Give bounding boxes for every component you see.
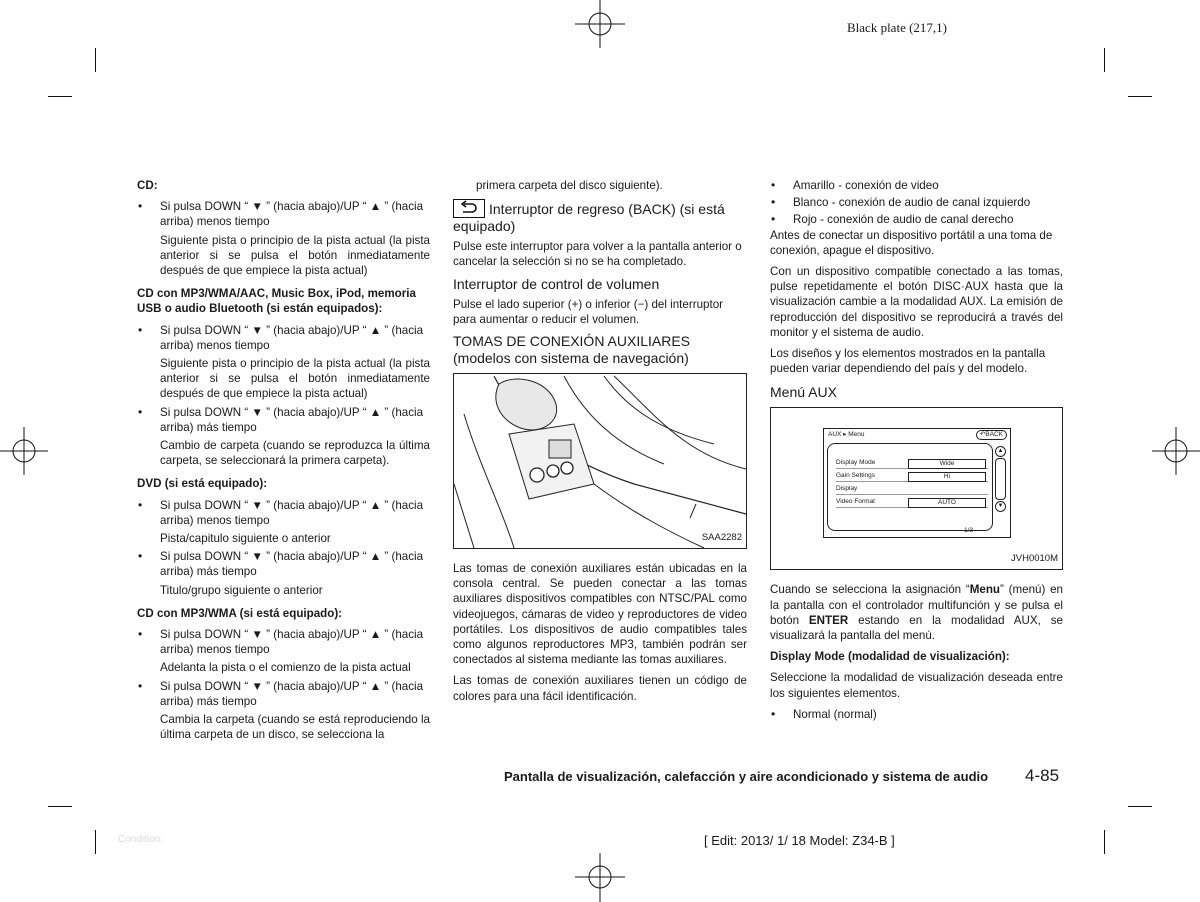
paragraph: Antes de conectar un dispositivo portátil a una toma de conexión, apague el dispositivo. [770, 228, 1053, 257]
menu-row[interactable]: Gain Settings Hi [836, 472, 988, 482]
scroll-up-icon[interactable]: ▲ [995, 446, 1006, 457]
aux-jacks-heading: TOMAS DE CONEXIÓN AUXILIARES (modelos con sistema de navegación) [453, 333, 691, 367]
list-item: • Rojo - conexión de audio de canal derecho [770, 212, 1063, 227]
crop-mark [48, 96, 72, 97]
list-item: • Si pulsa DOWN “ ▼ ” (hacia abajo)/UP “ ▲ ” (hacia arriba) más tiempo [137, 679, 430, 709]
list-item: • Si pulsa DOWN “ ▼ ” (hacia abajo)/UP “ ▲ ” (hacia arriba) menos tiempo [137, 627, 430, 657]
back-icon [453, 199, 485, 218]
crop-mark [1104, 48, 1105, 72]
aux-menu-heading: Menú AUX [770, 384, 837, 401]
crop-mark [48, 806, 72, 807]
console-illustration [454, 374, 746, 548]
list-item-detail: Siguiente pista o principio de la pista actual (la pista anterior si se pulsa el botón inmediatamente después de que empiece la pista actual) [160, 357, 430, 401]
list-item: • Blanco - conexión de audio de canal izquierdo [770, 195, 1063, 210]
scroll-down-icon[interactable]: ▼ [995, 501, 1006, 512]
list-item-detail: Cambio de carpeta (cuando se reproduzca la última carpeta, se seleccionará la primera carpeta). [160, 439, 430, 468]
column-3 [770, 178, 1063, 722]
page-number: 4-85 [1025, 766, 1060, 785]
aux-jacks-figure [453, 373, 747, 549]
aux-jacks-text-2: Las tomas de conexión auxiliares tienen un código de colores para una fácil identificación. [453, 674, 747, 703]
crop-mark [95, 48, 96, 72]
mp3-heading: CD con MP3/WMA/AAC, Music Box, iPod, memoria USB o audio Bluetooth (si están equipados): [137, 287, 416, 316]
paragraph: Cuando se selecciona la asignación “Menu” (menú) en la pantalla con el controlador multifunción y se pulsa el botón ENTER estando en la modalidad AUX, se visualizará la pantalla del menú. [770, 583, 1064, 643]
registration-mark [570, 0, 630, 50]
list-item: • Normal (normal) [770, 707, 1063, 722]
list-item-detail: Titulo/grupo siguiente o anterior [160, 583, 323, 597]
list-item: • Si pulsa DOWN “ ▼ ” (hacia abajo)/UP “ ▲ ” (hacia arriba) menos tiempo [137, 498, 430, 528]
list-item: • Si pulsa DOWN “ ▼ ” (hacia abajo)/UP “ ▲ ” (hacia arriba) menos tiempo [137, 323, 430, 353]
condition-label: Condition: [118, 834, 164, 845]
aux-menu-figure [770, 407, 1063, 570]
back-switch-text: Pulse este interruptor para volver a la pantalla anterior o cancelar la selección si no se ha completado. [453, 240, 742, 269]
crop-mark [1128, 806, 1152, 807]
registration-mark [0, 425, 50, 477]
menu-row[interactable]: Display Mode Wide [836, 459, 988, 469]
display-mode-heading: Display Mode (modalidad de visualización): [770, 650, 1010, 664]
list-item-detail: Adelanta la pista o el comienzo de la pista actual [160, 661, 411, 675]
menu-screen [823, 428, 1011, 538]
screen-back-button[interactable]: ↶BACK [976, 430, 1007, 440]
paragraph: Seleccione la modalidad de visualización deseada entre los siguientes elementos. [770, 671, 1063, 700]
list-item: • Si pulsa DOWN “ ▼ ” (hacia abajo)/UP “ ▲ ” (hacia arriba) más tiempo [137, 405, 430, 435]
page-indicator: 1/3 [964, 527, 974, 535]
plate-label: Black plate (217,1) [847, 20, 947, 35]
volume-heading: Interruptor de control de volumen [453, 275, 660, 292]
column-1 [137, 178, 430, 743]
edit-info: [ Edit: 2013/ 1/ 18 Model: Z34-B ] [704, 833, 895, 848]
wma-heading: CD con MP3/WMA (si está equipado): [137, 606, 343, 620]
paragraph: Los diseños y los elementos mostrados en la pantalla pueden variar dependiendo del país y del modelo. [770, 347, 1046, 376]
menu-row[interactable]: Video Format AUTO [836, 498, 988, 508]
running-footer-title: Pantalla de visualización, calefacción y aire acondicionado y sistema de audio [504, 769, 989, 784]
registration-mark [570, 852, 630, 902]
screen-title: AUX ▸ Menu [828, 431, 865, 439]
list-item-detail: Pista/capitulo siguiente o anterior [160, 532, 331, 546]
continued-text: primera carpeta del disco siguiente). [476, 179, 663, 192]
figure-code: JVH0010M [1011, 553, 1058, 565]
list-item: • Si pulsa DOWN “ ▼ ” (hacia abajo)/UP “ ▲ ” (hacia arriba) menos tiempo [137, 199, 430, 229]
back-switch-heading [453, 199, 747, 235]
paragraph: Con un dispositivo compatible conectado a las tomas, pulse repetidamente el botón DISC·AUX hasta que la visualización cambie a la modalidad AUX. La emisión de reproducción del dispositivo se reproducirá a través del monitor y el sistema de audio. [770, 265, 1063, 339]
crop-mark [1104, 830, 1105, 854]
scrollbar[interactable] [995, 458, 1006, 500]
list-item-detail: Cambia la carpeta (cuando se está reproduciendo la última carpeta de un disco, se selecciona la [160, 713, 430, 742]
volume-text: Pulse el lado superior (+) o inferior (−) del interruptor para aumentar o reducir el volumen. [453, 297, 724, 326]
cd-heading: CD: [137, 179, 158, 192]
dvd-heading: DVD (si está equipado): [137, 477, 268, 491]
list-item: • Amarillo - conexión de video [770, 178, 1063, 193]
column-2 [453, 178, 747, 704]
registration-mark [1150, 425, 1200, 477]
menu-row[interactable]: Display [836, 485, 988, 495]
list-item: • Si pulsa DOWN “ ▼ ” (hacia abajo)/UP “ ▲ ” (hacia arriba) más tiempo [137, 549, 430, 579]
crop-mark [1128, 96, 1152, 97]
back-switch-title: Interruptor de regreso (BACK) (si está equipado) [453, 201, 725, 235]
aux-jacks-text-1: Las tomas de conexión auxiliares están ubicadas en la consola central. Se pueden conectar a las tomas auxiliares dispositivos compatibles con NTSC/PAL como videojuegos, cámaras de video y reproductores de video portátiles. Los dispositivos de audio compatibles tales como algunos reproductores MP3, también podrán ser conectados al sistema mediante las tomas auxiliares. [453, 562, 747, 667]
figure-code: SAA2282 [701, 531, 742, 543]
crop-mark [95, 830, 96, 854]
list-item-detail: Siguiente pista o principio de la pista actual (la pista anterior si se pulsa el botón inmediatamente después de que empiece la pista actual) [160, 233, 430, 278]
